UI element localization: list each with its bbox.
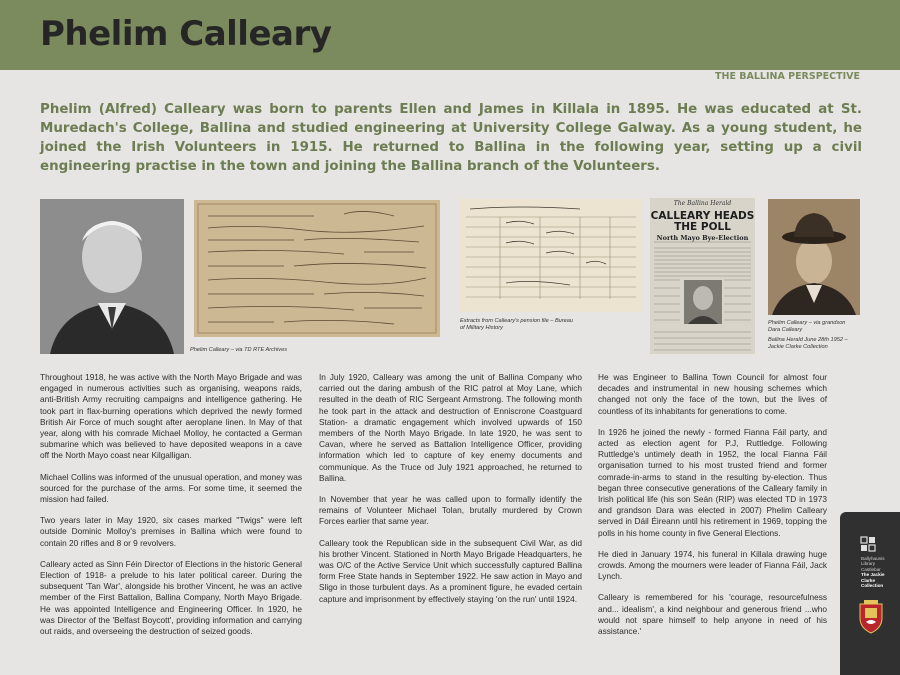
pension-caption-line2: of Military History — [460, 325, 503, 331]
series-title — [581, 60, 860, 82]
intro-paragraph: Phelim (Alfred) Calleary was born to parents Ellen and James in Killala in 1895. He was educated at St. Muredach's College, Ballina and studied engineering at University College Galway. As a young student, he joined the Irish Volunteers in 1915. He returned to Ballina in the following year, setting up a civil engineering practise in the town and joining the Ballina branch of the Volunteers. — [40, 102, 862, 174]
newspaper-headline-line1: CALLEARY HEADS — [650, 210, 755, 222]
column-1-paragraph: Two years later in May 1920, six cases marked "Twigs" were left outside Dominic Molloy's premises in Ballina which were found to contain 20 rifles and 8 or 9 revolvers. — [40, 515, 302, 548]
logo-org-line1: Ballyhaunis — [861, 556, 885, 561]
grandson-caption-line1: Phelim Calleary – via grandson — [768, 320, 846, 326]
logo-org-line3: Castlebar — [861, 566, 881, 572]
column-3-paragraph: He died in January 1974, his funeral in Killala drawing huge crowds. Among the mourners were leader of Fianna Fáil, Jack Lynch. — [598, 548, 827, 582]
library-logo-icon — [860, 536, 876, 552]
handwritten-document-image — [194, 200, 440, 337]
column-2-paragraph: In July 1920, Calleary was among the unit of Ballina Company who carried out the daring ambush of the RIC patrol at Moy Lane, which resulted in the death of RIC Sergeant Armstrong. The following month he took part in the attack and destruction of Enniscrone Coastguard Station- a dramatic engagement which involved upwards of 150 members of the North Mayo Brigade. In late 1920, he was sent to Cavan, where he served as Battalion Intelligence Officer, providing information which led to capture of key enemy documents and communique. As the Truce od July 1921 approached, he returned to Ballina. — [319, 372, 582, 483]
logo-panel — [840, 512, 900, 675]
herald-caption-line2: Jackie Clarke Collection — [768, 344, 828, 350]
column-3-paragraph: He was Engineer to Ballina Town Council for almost four decades and instrumental in new housing schemes which changed not only the face of the town, but the lives of countless of its inhabitants for generations to come. — [598, 372, 827, 416]
text-column-2 — [319, 372, 582, 615]
column-3-paragraph: In 1926 he joined the newly - formed Fianna Fáil party, and acted as election agent for P.J, Ruttledge. Following Ruttledge's untimely death in 1952, the local Fianna Fáil organisation turned to his most trusted friend and former comrade-in-arms to stand in the resulting by-election. Thus began three consecutive generations of the Calleary family in Irish political life (his son Seán (RIP) was elected TD in 1973 and grandson Dara was elected in 2007) Phelim Calleary served in Dáil Éireann until his retirement in 1969, topping the polls in his home county in five General Elections. — [598, 426, 827, 538]
column-1-paragraph: Throughout 1918, he was active with the North Mayo Brigade and was engaged in numerous activities such as organising, weapons raids, anti-British Army recruiting campaigns and intelligence gathering. He took part in flax-burning operations which deprived the newly formed British Air Force of much sought after aeroplane linen. In May of that year, along with his comrade Michael Molloy, he contacted a German submarine which was believed to have deposited weapons in a cave off the North Mayo coast near Kilgalligan. — [40, 372, 302, 461]
text-column-1 — [40, 372, 302, 647]
logo-collection-line1: The Jackie — [861, 572, 885, 578]
newspaper-headline-line2: THE POLL — [674, 221, 731, 233]
column-2-paragraph: In November that year he was called upon to formally identify the remains of Volunteer Michael Tolan, brutally murdered by Crown Forces earlier that same year. — [319, 494, 582, 527]
column-2-paragraph: Calleary took the Republican side in the subsequent Civil War, as did his brother Vincent. Stationed in North Mayo Brigade Headquarters, he was O/C of the Active Service Unit which successfully captured Ballina form Free State hands in September 1922. He saw action in Mayo and Sligo in those turbulent days. As a prominent figure, he evaded certain capture and imprisonment by effectively staying 'on the run' until 1924. — [319, 537, 582, 604]
newspaper-masthead: The Ballina Herald — [673, 200, 732, 207]
series-title-line1: CÓGADH NA SAOIRSE – THE WAR OF INDEPENDENCE — [581, 60, 860, 71]
grandson-caption-line2: Dara Calleary — [768, 327, 803, 333]
pension-caption-line1: Extracts from Calleary's pension file – Bureau — [460, 318, 573, 324]
column-3-paragraph: Calleary is remembered for his 'courage, resourcefulness and... idealism', a kind neighbour and generous friend ...who would not spare himself to help anyone in need of his assistance.' — [598, 592, 827, 637]
page-title: Phelim Calleary — [40, 14, 332, 54]
logo-org-line2: Library — [861, 561, 876, 567]
column-1-paragraph: Michael Collins was informed of the unusual operation, and money was sourced for the purchase of the arms. For some time, it seemed the mission had failed. — [40, 471, 302, 505]
pension-file-image — [460, 199, 642, 312]
county-crest-icon — [858, 600, 884, 634]
logo-collection-line2: Clarke — [861, 577, 876, 583]
logo-collection-line3: Collection — [861, 583, 884, 589]
herald-caption-line1: Ballina Herald June 28th 1952 – — [768, 337, 848, 343]
logo-text — [861, 556, 897, 588]
pension-caption — [460, 318, 573, 332]
herald-caption — [768, 337, 848, 351]
hat-portrait-photo — [768, 199, 860, 315]
portrait-photo — [40, 199, 184, 354]
newspaper-subhead: North Mayo Bye-Election — [656, 234, 749, 242]
series-title-line2: THE BALLINA PERSPECTIVE — [715, 71, 860, 82]
grandson-caption — [768, 320, 845, 334]
column-1-paragraph: Calleary acted as Sinn Féin Director of Elections in the historic General Election of 1918- a prelude to his later political career. During the subsequent 'Tan War', alongside his brother Vincent, he was an active member of the First Battalion, Ballina Company, North Mayo Brigade. He was appointed Intelligence and Engineering Officer. In 1920, he was Director of the 'Belfast Boycott', providing information and carrying out raids, and overseeing the destruction of seized goods. — [40, 558, 302, 637]
newspaper-headline — [650, 211, 755, 233]
text-column-3 — [598, 372, 827, 647]
portrait-caption: Phelim Calleary – via TD RTE Archives — [190, 347, 287, 353]
